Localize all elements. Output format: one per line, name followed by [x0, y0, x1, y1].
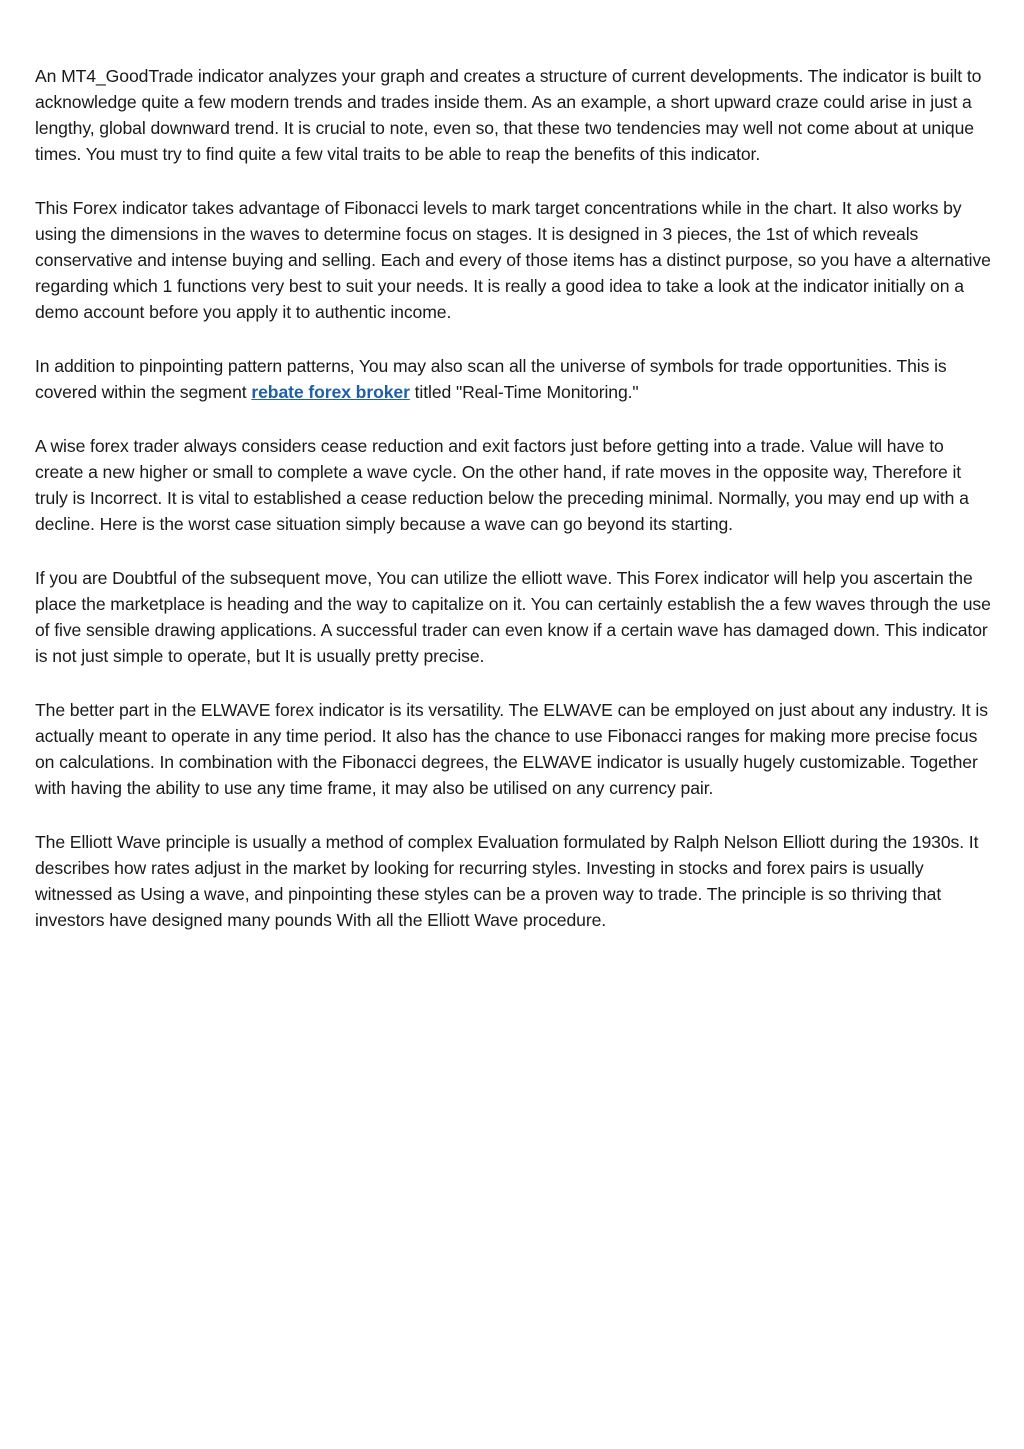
paragraph-elwave-versatility: The better part in the ELWAVE forex indicator is its versatility. The ELWAVE can be employed on just about any industry. It is actually meant to operate in any time period. It also has the chance to use Fibonacci ranges for making more precise focus on calculations. In combination with the Fibonacci degrees, the ELWAVE indicator is usually hugely customizable. Together with having the ability to use any time frame, it may also be utilised on any currency pair. [35, 700, 988, 798]
paragraph-elliott-wave-principle: The Elliott Wave principle is usually a method of complex Evaluation formulated by Ralph Nelson Elliott during the 1930s. It describes how rates adjust in the market by looking for recurring styles. Investing in stocks and forex pairs is usually witnessed as Using a wave, and pinpointing these styles can be a proven way to trade. The principle is so thriving that investors have designed many pounds With all the Elliott Wave procedure. [35, 832, 979, 930]
paragraph-text-after-link: titled "Real-Time Monitoring." [409, 382, 639, 402]
paragraph-scan-symbols [35, 353, 993, 405]
paragraph-elliott-wave-usage: If you are Doubtful of the subsequent move, You can utilize the elliott wave. This Forex indicator will help you ascertain the place the marketplace is heading and the way to capitalize on it. You can certainly establish the a few waves through the use of five sensible drawing applications. A successful trader can even know if a certain wave has damaged down. This indicator is not just simple to operate, but It is usually pretty precise. [35, 568, 991, 666]
paragraph-mt4-goodtrade: An MT4_GoodTrade indicator analyzes your graph and creates a structure of current developments. The indicator is built to acknowledge quite a few modern trends and trades inside them. As an example, a short upward craze could arise in just a lengthy, global downward trend. It is crucial to note, even so, that these two tendencies may well not come about at unique times. You must try to find quite a few vital traits to be able to reap the benefits of this indicator. [35, 66, 982, 164]
document-body [35, 63, 993, 961]
paragraph-text-before-link: In addition to pinpointing pattern patterns, You may also scan all the universe of symbols for trade opportunities. This is covered within the segment [35, 356, 947, 402]
rebate-forex-broker-link[interactable]: rebate forex broker [251, 382, 410, 402]
paragraph-stop-loss: A wise forex trader always considers cease reduction and exit factors just before getting into a trade. Value will have to create a new higher or small to complete a wave cycle. On the other hand, if rate moves in the opposite way, Therefore it truly is Incorrect. It is vital to established a cease reduction below the preceding minimal. Normally, you may end up with a decline. Here is the worst case situation simply because a wave can go beyond its starting. [35, 436, 969, 534]
paragraph-fibonacci-levels: This Forex indicator takes advantage of Fibonacci levels to mark target concentrations while in the chart. It also works by using the dimensions in the waves to determine focus on stages. It is designed in 3 pieces, the 1st of which reveals conservative and intense buying and selling. Each and every of those items has a distinct purpose, so you have a alternative regarding which 1 functions very best to suit your needs. It is really a good idea to take a look at the indicator initially on a demo account before you apply it to authentic income. [35, 198, 991, 322]
